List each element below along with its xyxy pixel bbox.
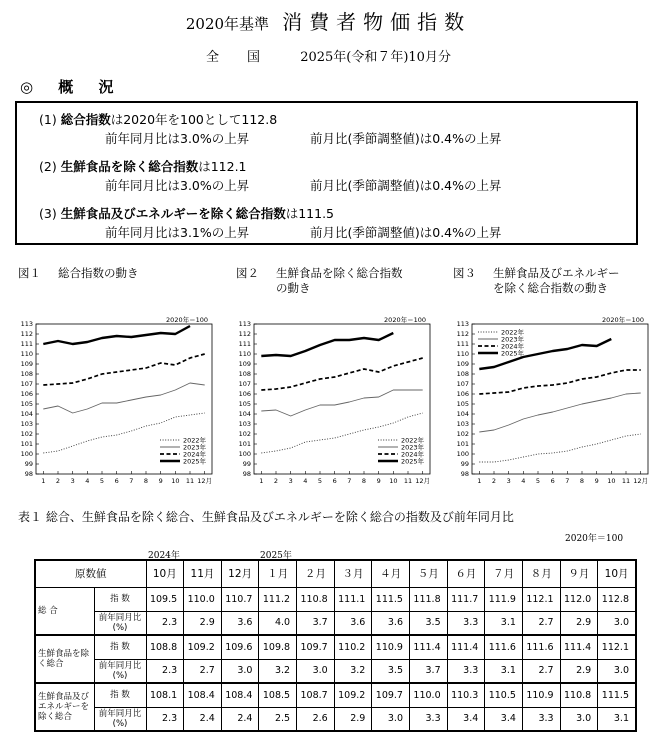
figure-2-title: 図２ 生鮮食品を除く総合指数 の動き [236,266,403,295]
y-tick-label: 98 [460,470,469,479]
row-label: 前年同月比(%) [94,659,146,683]
x-tick-label: 7 [565,477,570,485]
subtitle-area: 全国 [206,50,289,65]
x-tick-label: 8 [579,477,585,485]
series-line-2022年 [43,413,204,453]
table-cell: 110.2 [334,635,372,659]
y-tick-label: 108 [20,370,33,379]
table-cell: 3.5 [409,611,447,635]
item-number: (3) [39,206,57,221]
index-table [34,559,637,732]
table-cell: 2.9 [334,707,372,731]
table-row [35,659,636,683]
y-tick-label: 103 [456,420,469,429]
x-tick-label: 12月 [197,477,213,485]
item-text: は2020年を100として112.8 [110,112,278,127]
table-cell: 110.0 [409,683,447,707]
table-row [35,707,636,731]
figure-2-chart [232,314,436,494]
x-tick-label: 10 [607,477,616,485]
table-cell: 112.1 [598,635,636,659]
table-cell: 3.2 [259,659,297,683]
legend-label: 2025年 [183,457,207,466]
table-cell: 3.4 [447,707,485,731]
y-tick-label: 101 [238,440,251,449]
month-header: ９月 [560,560,598,587]
table-cell: 3.3 [409,707,447,731]
y-tick-label: 105 [456,400,469,409]
x-tick-label: 2 [491,477,497,485]
y-tick-label: 109 [456,360,469,369]
table-row [35,635,636,659]
series-line-2024年 [479,370,640,394]
x-tick-label: 4 [303,477,308,485]
table-cell: 111.4 [409,635,447,659]
overview-item-3 [39,204,334,222]
table-cell: 3.6 [221,611,259,635]
y-tick-label: 104 [456,410,469,419]
chart-base-note: 2020年＝100 [166,316,208,324]
x-tick-label: 1 [477,477,482,485]
table-row [35,611,636,635]
overview-item-3-detail [105,223,502,241]
corner-label: 原数値 [35,560,146,587]
y-tick-label: 111 [20,340,33,349]
y-tick-label: 106 [456,390,469,399]
table-cell: 108.8 [146,635,184,659]
table-cell: 3.6 [334,611,372,635]
legend-label: 2024年 [183,450,207,459]
table-cell: 3.1 [598,707,636,731]
overview-heading: ◎ 概 況 [20,78,124,96]
table-cell: 3.1 [485,611,523,635]
table-cell: 110.9 [522,683,560,707]
x-tick-label: 6 [114,477,119,485]
x-tick-label: 3 [70,477,75,485]
legend-label: 2024年 [501,342,525,351]
x-tick-label: 4 [85,477,90,485]
y-tick-label: 113 [20,320,33,329]
series-line-2025年 [261,333,393,356]
page-header [0,6,657,35]
figure-1-chart [14,314,218,494]
table-cell: 3.7 [297,611,335,635]
chart-base-note: 2020年＝100 [384,316,426,324]
table-cell: 2.7 [522,659,560,683]
y-tick-label: 98 [24,470,33,479]
y-tick-label: 113 [238,320,251,329]
table-cell: 3.1 [485,659,523,683]
table-cell: 111.6 [485,635,523,659]
y-tick-label: 104 [238,410,251,419]
row-label: 前年同月比(%) [94,611,146,635]
table-cell: 109.5 [146,587,184,611]
table-cell: 110.8 [560,683,598,707]
table-row [35,683,636,707]
table-cell: 2.3 [146,659,184,683]
x-tick-label: 10 [389,477,398,485]
series-line-2023年 [43,383,204,413]
month-header: ４月 [372,560,410,587]
table-cell: 2.4 [221,707,259,731]
month-header: ３月 [334,560,372,587]
y-tick-label: 112 [238,330,251,339]
y-tick-label: 100 [238,450,251,459]
table-cell: 111.1 [334,587,372,611]
x-tick-label: 11 [403,477,413,485]
item-text: は111.5 [285,206,335,221]
series-line-2023年 [479,393,640,432]
overview-box [15,101,638,245]
series-line-2023年 [261,390,422,416]
y-tick-label: 99 [242,460,251,469]
table-cell: 112.8 [598,587,636,611]
table-cell: 110.9 [372,635,410,659]
table-cell: 3.3 [522,707,560,731]
table-cell: 2.9 [184,611,222,635]
y-tick-label: 105 [20,400,33,409]
y-tick-label: 110 [20,350,33,359]
y-tick-label: 112 [456,330,469,339]
y-tick-label: 109 [20,360,33,369]
table-cell: 111.7 [447,587,485,611]
table-cell: 109.2 [334,683,372,707]
legend-label: 2023年 [401,443,425,452]
x-tick-label: 8 [361,477,367,485]
series-line-2022年 [479,434,640,462]
year-label-2024: 2024年 [148,551,180,561]
table-cell: 2.9 [560,611,598,635]
table-cell: 3.6 [372,611,410,635]
y-tick-label: 110 [456,350,469,359]
table-cell: 110.3 [447,683,485,707]
x-tick-label: 2 [55,477,61,485]
legend-label: 2022年 [183,436,207,445]
y-tick-label: 109 [238,360,251,369]
x-tick-label: 5 [99,477,105,485]
x-tick-label: 5 [535,477,541,485]
x-tick-label: 1 [41,477,46,485]
legend-label: 2025年 [501,349,525,358]
table-cell: 3.3 [447,659,485,683]
y-tick-label: 103 [20,420,33,429]
legend-label: 2023年 [501,335,525,344]
legend-label: 2024年 [401,450,425,459]
x-tick-label: 8 [143,477,149,485]
x-tick-label: 3 [506,477,511,485]
y-tick-label: 101 [456,440,469,449]
row-group-label: 総 合 [35,587,94,635]
table-cell: 111.6 [522,635,560,659]
y-tick-label: 99 [24,460,33,469]
x-tick-label: 2 [273,477,279,485]
item-mom: 前月比(季節調整値)は0.4%の上昇 [310,178,502,193]
y-tick-label: 105 [238,400,251,409]
year-label-2025: 2025年 [260,551,292,561]
table-cell: 2.3 [146,611,184,635]
month-header: 10月 [598,560,636,587]
y-tick-label: 101 [20,440,33,449]
y-tick-label: 102 [456,430,469,439]
x-tick-label: 9 [376,477,381,485]
x-tick-label: 9 [594,477,599,485]
row-group-label: 生鮮食品を除く総合 [35,635,94,683]
table-cell: 2.5 [259,707,297,731]
overview-item-1 [39,110,277,128]
table-cell: 111.2 [259,587,297,611]
table-cell: 3.2 [334,659,372,683]
x-tick-label: 1 [259,477,264,485]
table-cell: 111.4 [560,635,598,659]
table-title: 表１ 総合、生鮮食品を除く総合、生鮮食品及びエネルギーを除く総合の指数及び前年同月比 [18,510,514,524]
table-cell: 2.4 [184,707,222,731]
table-cell: 3.3 [447,611,485,635]
table-cell: 3.7 [409,659,447,683]
table-cell: 112.1 [522,587,560,611]
y-tick-label: 107 [456,380,469,389]
table-cell: 111.4 [447,635,485,659]
legend-label: 2022年 [401,436,425,445]
item-bold: 生鮮食品を除く総合指数 [60,159,199,174]
base-year-label: 2020年基準 [185,15,270,33]
month-header: ２月 [297,560,335,587]
x-tick-label: 12月 [633,477,649,485]
table-cell: 3.0 [598,659,636,683]
x-tick-label: 3 [288,477,293,485]
plot-frame [472,324,648,474]
table-cell: 109.6 [221,635,259,659]
item-yoy: 前年同月比は3.1%の上昇 [105,225,250,240]
y-tick-label: 102 [20,430,33,439]
y-tick-label: 108 [456,370,469,379]
y-tick-label: 98 [242,470,251,479]
y-tick-label: 111 [456,340,469,349]
table-cell: 2.6 [297,707,335,731]
overview-item-1-detail [105,129,502,147]
series-line-2024年 [43,354,204,385]
table-cell: 2.7 [522,611,560,635]
page-subtitle [0,46,657,65]
y-tick-label: 104 [20,410,33,419]
table-cell: 110.7 [221,587,259,611]
x-tick-label: 5 [317,477,323,485]
figure-1-title: 図１ 総合指数の動き [18,266,139,280]
month-header: １月 [259,560,297,587]
table-cell: 3.5 [372,659,410,683]
figure-3-title: 図３ 生鮮食品及びエネルギー を除く総合指数の動き [453,266,620,295]
table-cell: 3.0 [297,659,335,683]
table-cell: 3.0 [221,659,259,683]
series-line-2024年 [261,358,422,390]
item-mom: 前月比(季節調整値)は0.4%の上昇 [310,131,502,146]
x-tick-label: 7 [129,477,134,485]
y-tick-label: 107 [20,380,33,389]
row-group-label: 生鮮食品及びエネルギーを除く総合 [35,683,94,731]
month-header: 10月 [146,560,184,587]
y-tick-label: 106 [238,390,251,399]
table-cell: 108.4 [184,683,222,707]
row-label: 指 数 [94,587,146,611]
y-tick-label: 111 [238,340,251,349]
legend-label: 2023年 [183,443,207,452]
y-tick-label: 99 [460,460,469,469]
item-yoy: 前年同月比は3.0%の上昇 [105,131,250,146]
row-label: 指 数 [94,635,146,659]
y-tick-label: 100 [20,450,33,459]
table-cell: 111.5 [598,683,636,707]
table-cell: 3.0 [560,707,598,731]
table-cell: 108.5 [259,683,297,707]
table-cell: 109.7 [297,635,335,659]
row-label: 指 数 [94,683,146,707]
overview-item-2 [39,157,247,175]
page-title: 消費者物価指数 [282,10,472,34]
item-bold: 生鮮食品及びエネルギーを除く総合指数 [60,206,286,221]
table-cell: 108.4 [221,683,259,707]
month-header: ８月 [522,560,560,587]
month-header: 12月 [221,560,259,587]
y-tick-label: 113 [456,320,469,329]
y-tick-label: 107 [238,380,251,389]
month-header: ５月 [409,560,447,587]
table-cell: 110.0 [184,587,222,611]
table-cell: 110.5 [485,683,523,707]
table-cell: 3.0 [372,707,410,731]
series-line-2022年 [261,413,422,453]
chart-base-note: 2020年＝100 [602,316,644,324]
table-cell: 112.0 [560,587,598,611]
table-cell: 2.3 [146,707,184,731]
table-unit-note: 2020年＝100 [565,534,624,544]
item-number: (1) [39,112,57,127]
table-row [35,587,636,611]
table-cell: 109.8 [259,635,297,659]
overview-item-2-detail [105,176,502,194]
y-tick-label: 100 [456,450,469,459]
table-header-row [35,560,636,587]
table-cell: 110.8 [297,587,335,611]
table-cell: 3.0 [598,611,636,635]
x-tick-label: 6 [550,477,555,485]
legend-label: 2022年 [501,328,525,337]
month-header: ６月 [447,560,485,587]
item-mom: 前月比(季節調整値)は0.4%の上昇 [310,225,502,240]
x-tick-label: 9 [158,477,163,485]
legend-label: 2025年 [401,457,425,466]
x-tick-label: 10 [171,477,180,485]
item-bold: 総合指数 [60,112,111,127]
x-tick-label: 4 [521,477,526,485]
table-cell: 2.9 [560,659,598,683]
y-tick-label: 103 [238,420,251,429]
month-header: 11月 [184,560,222,587]
table-cell: 109.7 [372,683,410,707]
x-tick-label: 6 [332,477,337,485]
table-cell: 3.4 [485,707,523,731]
month-header: ７月 [485,560,523,587]
series-line-2025年 [479,339,611,369]
x-tick-label: 7 [347,477,352,485]
y-tick-label: 106 [20,390,33,399]
x-tick-label: 12月 [415,477,431,485]
y-tick-label: 112 [20,330,33,339]
table-cell: 108.7 [297,683,335,707]
item-yoy: 前年同月比は3.0%の上昇 [105,178,250,193]
x-tick-label: 11 [185,477,195,485]
subtitle-period: 2025年(令和７年)10月分 [300,50,451,65]
y-tick-label: 102 [238,430,251,439]
item-number: (2) [39,159,57,174]
x-tick-label: 11 [621,477,631,485]
table-cell: 111.8 [409,587,447,611]
y-tick-label: 110 [238,350,251,359]
table-cell: 108.1 [146,683,184,707]
table-cell: 2.7 [184,659,222,683]
table-cell: 4.0 [259,611,297,635]
table-cell: 111.5 [372,587,410,611]
row-label: 前年同月比(%) [94,707,146,731]
table-cell: 111.9 [485,587,523,611]
figure-3-chart [450,314,654,494]
table-cell: 109.2 [184,635,222,659]
series-line-2025年 [43,326,190,344]
y-tick-label: 108 [238,370,251,379]
item-text: は112.1 [198,159,247,174]
